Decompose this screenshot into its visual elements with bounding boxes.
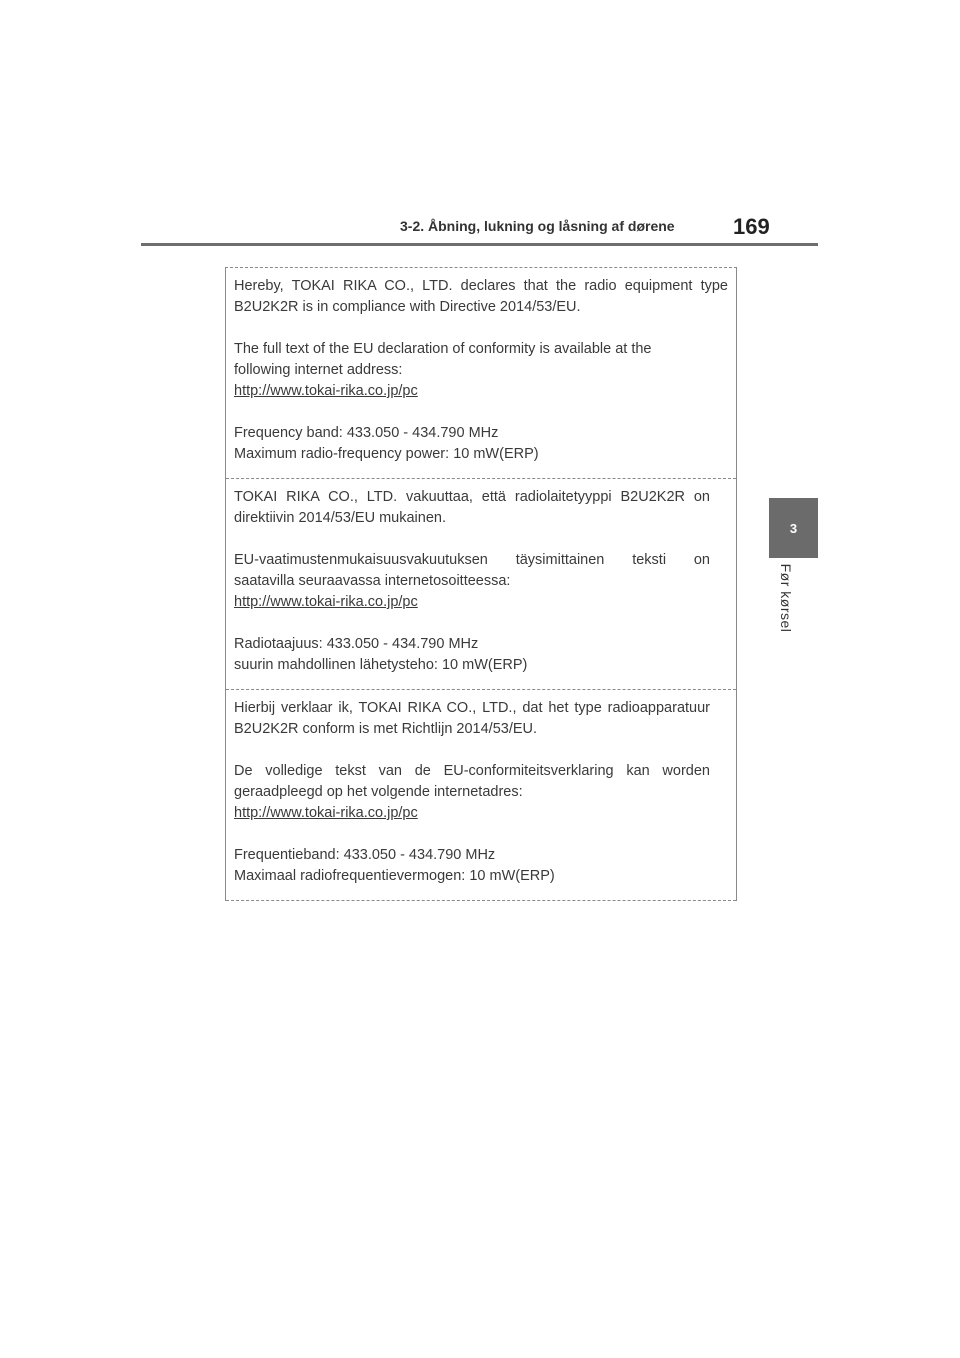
availability-line: geraadpleegd op het volgende internetadres: bbox=[234, 784, 523, 800]
declaration-statement: Hereby, TOKAI RIKA CO., LTD. declares that the radio equipment type B2U2K2R is in compliance with Directive 2014/53/EU. bbox=[234, 278, 728, 315]
declaration-link[interactable]: http://www.tokai-rika.co.jp/pc bbox=[234, 805, 418, 821]
declaration-link[interactable]: http://www.tokai-rika.co.jp/pc bbox=[234, 383, 418, 399]
chapter-tab bbox=[769, 498, 818, 558]
frequency-band: Radiotaajuus: 433.050 - 434.790 MHz bbox=[234, 636, 479, 652]
declaration-box bbox=[225, 267, 737, 901]
max-power: Maximaal radiofrequentievermogen: 10 mW(ERP) bbox=[234, 868, 555, 884]
declaration-statement: TOKAI RIKA CO., LTD. vakuuttaa, että radiolaitetyyppi B2U2K2R on direktiivin 2014/53/EU mukainen. bbox=[234, 489, 710, 526]
availability-line: following internet address: bbox=[234, 362, 403, 378]
declaration-section-nl bbox=[226, 690, 736, 901]
max-power: Maximum radio-frequency power: 10 mW(ERP) bbox=[234, 446, 539, 462]
declaration-link[interactable]: http://www.tokai-rika.co.jp/pc bbox=[234, 594, 418, 610]
declaration-statement: Hierbij verklaar ik, TOKAI RIKA CO., LTD., dat het type radioapparatuur B2U2K2R conform is met Richtlijn 2014/53/EU. bbox=[234, 700, 710, 737]
availability-line: De volledige tekst van de EU-conformiteitsverklaring kan worden bbox=[234, 763, 710, 779]
availability-line: EU-vaatimustenmukaisuusvakuutuksen täysimittainen teksti on bbox=[234, 552, 710, 568]
section-title: 3-2. Åbning, lukning og låsning af dørene bbox=[400, 218, 675, 234]
header-rule bbox=[141, 243, 818, 246]
availability-line: saatavilla seuraavassa internetosoitteessa: bbox=[234, 573, 511, 589]
chapter-number: 3 bbox=[789, 520, 798, 536]
availability-line: The full text of the EU declaration of conformity is available at the bbox=[234, 341, 652, 357]
declaration-section-fi bbox=[226, 479, 736, 690]
frequency-band: Frequentieband: 433.050 - 434.790 MHz bbox=[234, 847, 496, 863]
page-number: 169 bbox=[733, 214, 770, 239]
frequency-band: Frequency band: 433.050 - 434.790 MHz bbox=[234, 425, 499, 441]
declaration-section-en bbox=[226, 268, 736, 479]
max-power: suurin mahdollinen lähetysteho: 10 mW(ERP) bbox=[234, 657, 528, 673]
chapter-label: Før kørsel bbox=[778, 563, 794, 633]
